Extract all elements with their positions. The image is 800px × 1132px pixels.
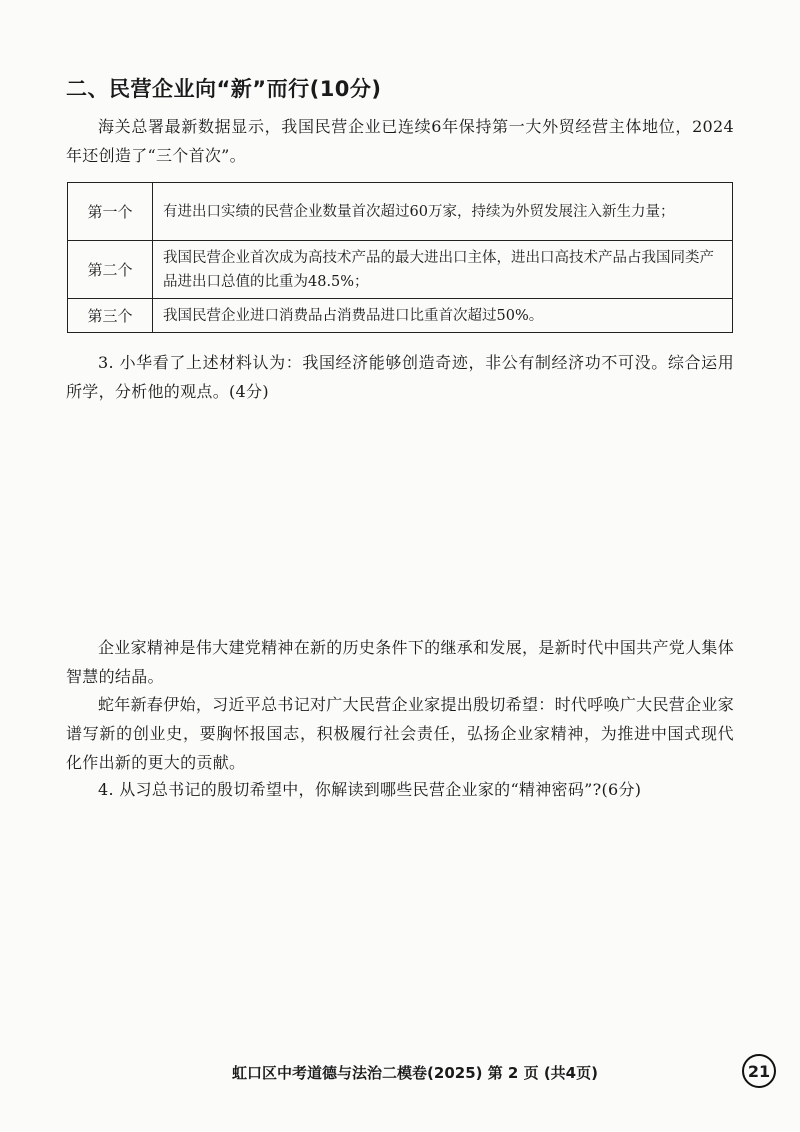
intro-paragraph: 海关总署最新数据显示，我国民营企业已连续6年保持第一大外贸经营主体地位，2024年还创造了“三个首次”。 — [66, 117, 734, 165]
table-row-label: 第二个 — [68, 241, 153, 299]
table-row — [68, 241, 733, 299]
table-row — [68, 183, 733, 241]
table-row-content: 我国民营企业进口消费品占消费品进口比重首次超过50%。 — [153, 299, 733, 333]
table-row — [68, 299, 733, 333]
page-number-badge: 21 — [742, 1054, 776, 1088]
question-4: 4. 从习总书记的殷切希望中，你解读到哪些民营企业家的“精神密码”?(6分) — [98, 780, 642, 799]
table-row-label: 第一个 — [68, 183, 153, 241]
spirit-paragraph: 企业家精神是伟大建党精神在新的历史条件下的继承和发展，是新时代中国共产党人集体智慧的结晶。 — [66, 638, 734, 686]
table-row-label: 第三个 — [68, 299, 153, 333]
section-title: 二、民营企业向“新”而行(10分) — [66, 77, 382, 101]
question-3: 3. 小华看了上述材料认为：我国经济能够创造奇迹，非公有制经济功不可没。综合运用所学，分析他的观点。(4分) — [66, 353, 734, 401]
three-firsts-table — [67, 182, 733, 333]
table-row-content: 我国民营企业首次成为高技术产品的最大进出口主体，进出口高技术产品占我国同类产品进出口总值的比重为48.5%； — [153, 241, 733, 299]
page-footer: 虹口区中考道德与法治二模卷(2025) 第 2 页 (共4页) — [232, 1064, 598, 1082]
table-row-content: 有进出口实绩的民营企业数量首次超过60万家，持续为外贸发展注入新生力量； — [153, 183, 733, 241]
snake-year-paragraph: 蛇年新春伊始，习近平总书记对广大民营企业家提出殷切希望：时代呼唤广大民营企业家谱写新的创业史，要胸怀报国志，积极履行社会责任，弘扬企业家精神，为推进中国式现代化作出新的更大的贡献。 — [66, 695, 734, 772]
